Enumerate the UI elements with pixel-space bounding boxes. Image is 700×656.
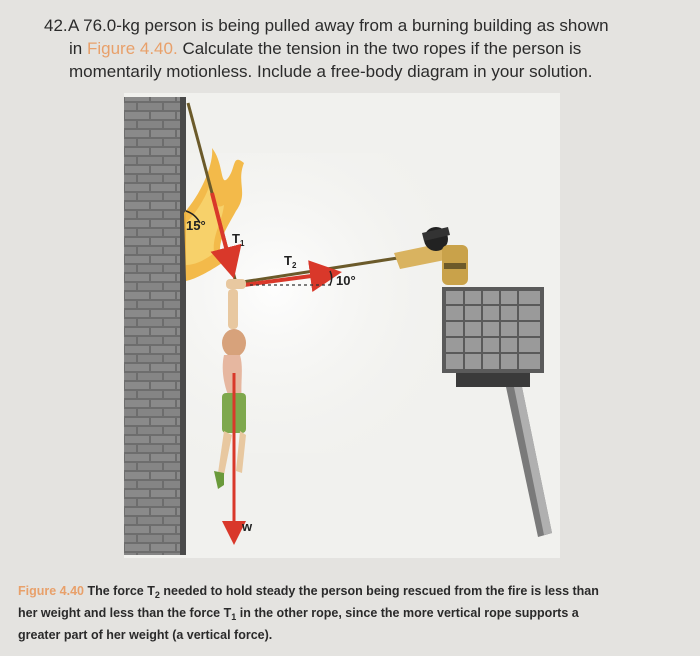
caption-text-1: The force — [87, 584, 144, 598]
problem-number: 42. — [44, 16, 68, 35]
figure-caption — [18, 582, 658, 644]
caption-figure-number: Figure 4.40 — [18, 584, 84, 598]
problem-line-1: A 76.0-kg person is being pulled away from a burning building as shown — [68, 16, 609, 35]
problem-statement — [44, 14, 684, 83]
caption-line-2-pre: her weight and less than the force — [18, 606, 221, 620]
angle-10-label: 10° — [336, 273, 356, 288]
rescue-figure — [124, 93, 560, 558]
angle-15-label: 15° — [186, 218, 206, 233]
caption-line-3: greater part of her weight (a vertical force). — [18, 628, 273, 642]
t2-label: $T_2$ — [284, 253, 297, 270]
caption-t2: $T_2$ — [147, 584, 160, 600]
figure-reference-link[interactable]: Figure 4.40. — [86, 39, 178, 58]
caption-text-2: needed to hold steady the person being rescued from the fire is less than — [163, 584, 599, 598]
t1-label: $T_1$ — [232, 231, 245, 248]
problem-line-3: momentarily motionless. Include a free-body diagram in your solution. — [69, 62, 593, 81]
caption-t1: $T_1$ — [223, 606, 237, 622]
problem-line-2-pre: in — [69, 39, 83, 58]
brick-wall — [124, 97, 186, 555]
weight-label: w — [242, 519, 253, 534]
caption-line-2-post: in the other rope, since the more vertical rope supports a — [239, 606, 579, 620]
rescue-illustration — [124, 93, 560, 558]
wall-edge — [180, 97, 186, 555]
problem-line-2-post: Calculate the tension in the two ropes if the person is — [182, 39, 582, 58]
